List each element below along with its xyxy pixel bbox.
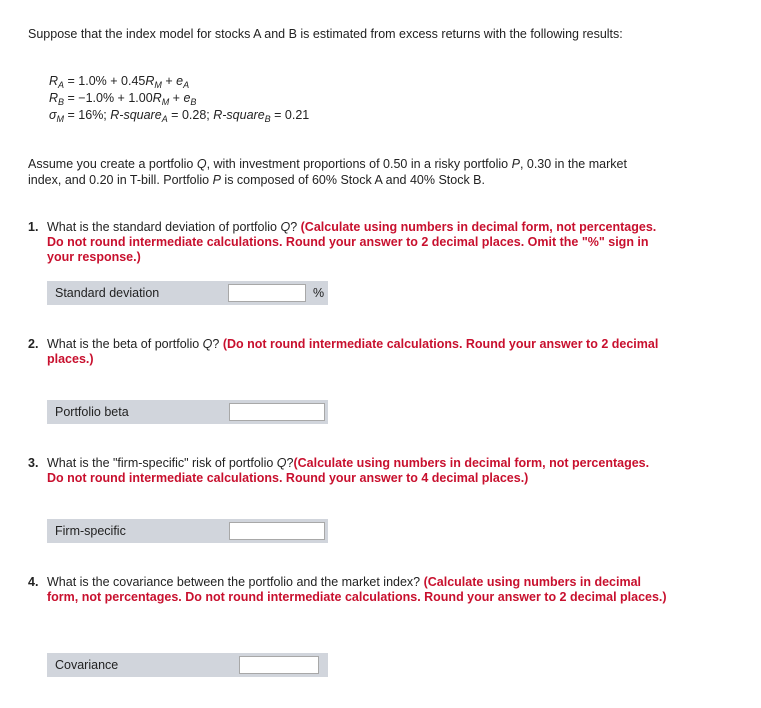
firm-specific-input[interactable]	[229, 522, 325, 540]
answer-label: Portfolio beta	[55, 405, 129, 419]
instruction: (Calculate using numbers in decimal form, not percentages. Do not round intermediate calculations. Round your answer to 2 decimal places. Omit the "%" sign in your response.)	[47, 220, 657, 264]
equation-rb: $R_B = -1.0\% + 1.00R_M + e_B$	[49, 91, 197, 107]
covariance-input[interactable]	[239, 656, 319, 674]
beta-input[interactable]	[229, 403, 325, 421]
question-1: 1. What is the standard deviation of portfolio Q? (Calculate using numbers in decimal form, not percentages. Do not round intermediate calculations. Round your answer to 2 decimal places. Omit the "%" sign in your response.)	[28, 220, 657, 264]
question-4: 4. What is the covariance between the portfolio and the market index? (Calculate using numbers in decimal form, not percentages. Do not round intermediate calculations. Round your answer to 2 decimal places.)	[28, 575, 667, 604]
question-3: 3. What is the "firm-specific" risk of portfolio Q?(Calculate using numbers in decimal form, not percentages. Do not round intermediate calculations. Round your answer to 4 decimal places.)	[28, 456, 650, 485]
equation-ra: $R_A = 1.0\% + 0.45R_M + e_A$	[49, 74, 190, 90]
answer-row-firm-specific	[47, 519, 328, 543]
answer-label: Firm-specific	[55, 524, 126, 538]
answer-row-std-dev	[47, 281, 328, 305]
answer-label: Standard deviation	[55, 286, 160, 300]
instruction: (Calculate using numbers in decimal form, not percentages. Do not round intermediate calculations. Round your answer to 4 decimal places.)	[47, 456, 650, 485]
equation-sigma: $\sigma_M = 16\%$; R-square$_A$ = 0.28; R-square$_B$ = 0.21	[49, 108, 310, 124]
answer-label: Covariance	[55, 658, 119, 672]
assumption-text: Assume you create a portfolio Q, with investment proportions of 0.50 in a risky portfolio P, 0.30 in the market index, and 0.20 in T-bill. Portfolio P is composed of 60% Stock A and 40% Stock B.	[28, 157, 627, 187]
percent-unit: %	[313, 286, 325, 300]
instruction: (Calculate using numbers in decimal form, not percentages. Do not round intermediate calculations. Round your answer to 2 decimal places.)	[47, 575, 667, 604]
answer-row-covariance	[47, 653, 328, 677]
intro-text: Suppose that the index model for stocks A and B is estimated from excess returns with the following results:	[28, 27, 623, 41]
question-2: 2. What is the beta of portfolio Q? (Do not round intermediate calculations. Round your answer to 2 decimal places.)	[28, 337, 659, 366]
answer-row-beta	[47, 400, 328, 424]
std-dev-input[interactable]	[228, 284, 306, 302]
instruction: (Do not round intermediate calculations. Round your answer to 2 decimal places.)	[47, 337, 659, 366]
